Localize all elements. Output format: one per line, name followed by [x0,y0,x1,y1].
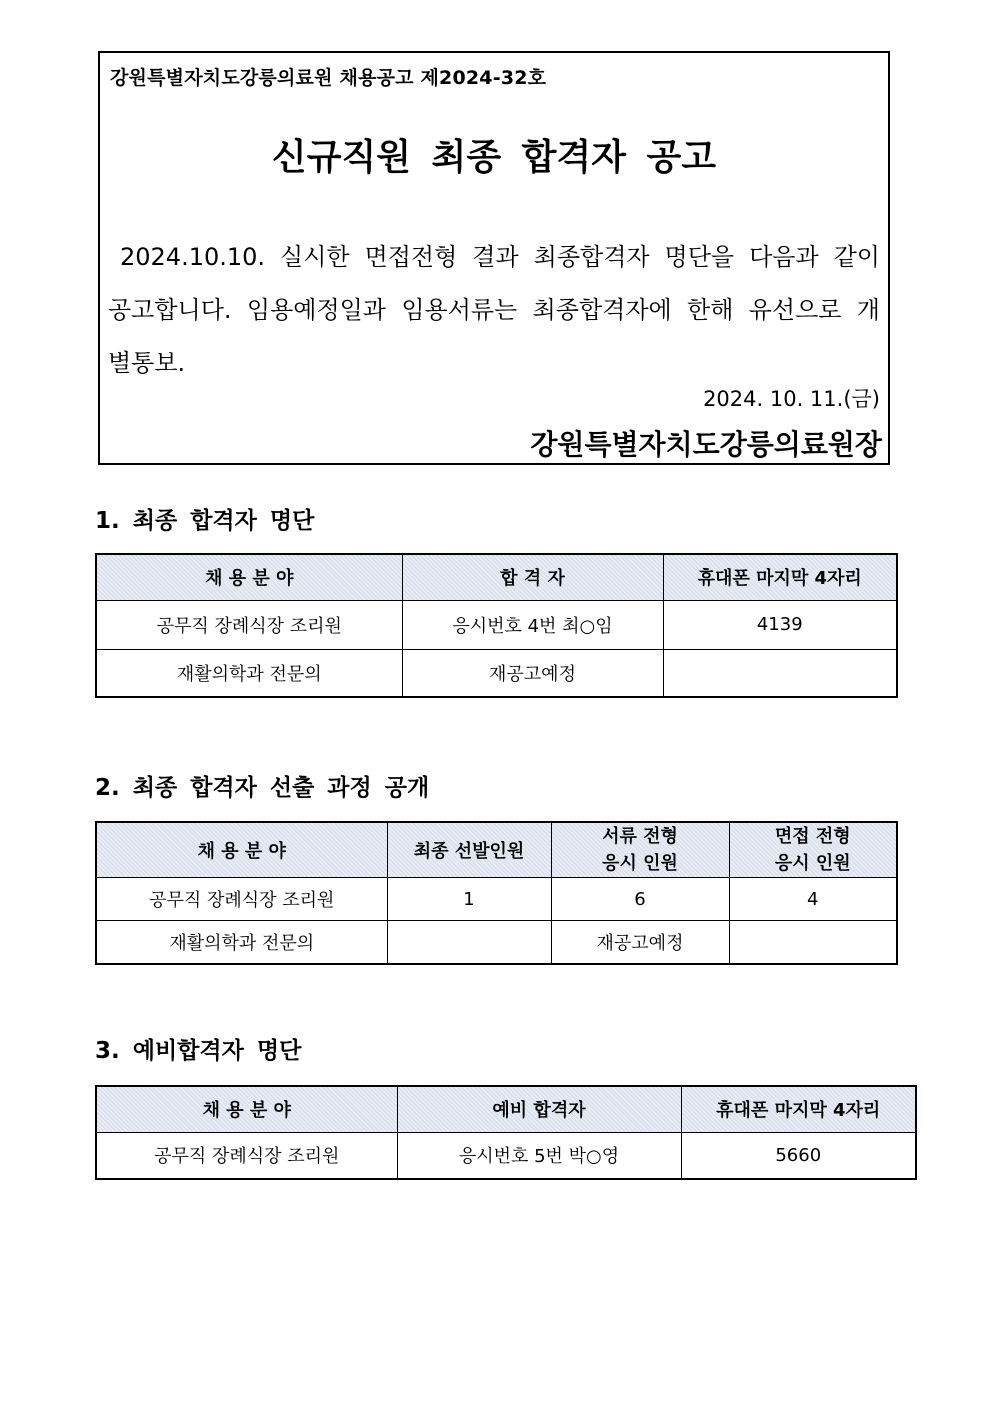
section2-title: 2. 최종 합격자 선출 과정 공개 [95,775,430,801]
header-document-count [551,822,729,878]
cell-field: 재활의학과 전문의 [96,921,387,964]
cell-reserve-passer: 응시번호 5번 박○영 [397,1132,681,1179]
header-final-count: 최종 선발인원 [387,822,551,878]
header-reserve-passer: 예비 합격자 [397,1086,681,1132]
section3-title: 3. 예비합격자 명단 [95,1038,302,1064]
header-interview-count [729,822,897,878]
cell-phone: 5660 [681,1132,916,1179]
notice-organization: 강원특별자치도강릉의료원장 [530,428,882,461]
header-field: 채 용 분 야 [96,554,402,600]
header-phone: 휴대폰 마지막 4자리 [663,554,897,600]
cell-phone: 4139 [663,600,897,649]
cell-phone [663,649,897,697]
cell-interview-count: 4 [729,878,897,921]
cell-document-count: 재공고예정 [551,921,729,964]
section1-title: 1. 최종 합격자 명단 [95,508,315,534]
cell-final-count [387,921,551,964]
table-row [96,600,897,649]
notice-date: 2024. 10. 11.(금) [703,387,880,411]
cell-interview-count [729,921,897,964]
selection-process-table [95,821,898,965]
cell-passer: 응시번호 4번 최○임 [402,600,663,649]
table-row [96,1132,916,1179]
reserve-passers-table [95,1085,917,1180]
header-phone: 휴대폰 마지막 4자리 [681,1086,916,1132]
cell-final-count: 1 [387,878,551,921]
table-row [96,649,897,697]
cell-passer: 재공고예정 [402,649,663,697]
header-interview-count-text: 면접 전형 응시 인원 [774,826,851,874]
cell-field: 재활의학과 전문의 [96,649,402,697]
notice-box [98,51,890,465]
cell-field: 공무직 장례식장 조리원 [96,600,402,649]
cell-document-count: 6 [551,878,729,921]
notice-body: 2024.10.10. 실시한 면접전형 결과 최종합격자 명단을 다음과 같이 공고합니다. 임용예정일과 임용서류는 최종합격자에 한해 유선으로 개별통보. [108,243,880,377]
notice-title: 신규직원 최종 합격자 공고 [271,137,717,178]
header-field: 채 용 분 야 [96,1086,397,1132]
final-passers-table [95,553,898,698]
header-field: 채 용 분 야 [96,822,387,878]
header-document-count-text: 서류 전형 응시 인원 [602,826,678,874]
notice-number: 강원특별자치도강릉의료원 채용공고 제2024-32호 [110,67,547,89]
table-row [96,878,897,921]
header-passer: 합 격 자 [402,554,663,600]
table-row [96,921,897,964]
cell-field: 공무직 장례식장 조리원 [96,1132,397,1179]
cell-field: 공무직 장례식장 조리원 [96,878,387,921]
